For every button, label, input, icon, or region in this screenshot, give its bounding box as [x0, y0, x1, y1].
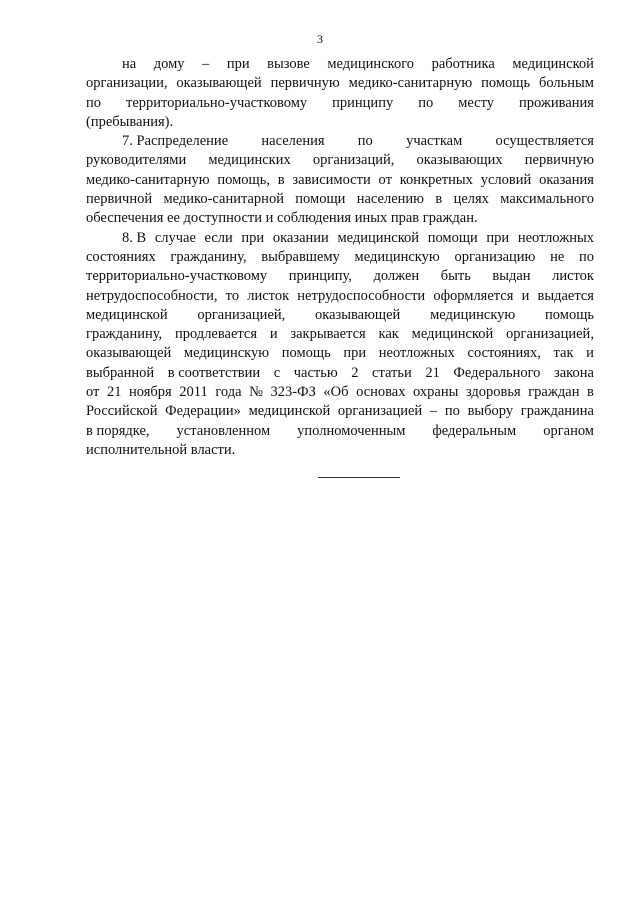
- word: 2: [351, 364, 359, 381]
- word: частью: [293, 364, 338, 381]
- word: медицинской: [337, 229, 420, 246]
- word: закона: [554, 364, 594, 381]
- word: продлевается: [174, 326, 258, 343]
- word: гражданину,: [170, 248, 247, 265]
- text-line: [86, 94, 594, 113]
- word: –: [202, 56, 210, 72]
- word: по: [578, 248, 594, 265]
- word: оказывающей: [176, 75, 262, 92]
- word: 2011: [179, 384, 208, 401]
- word: помощь: [481, 75, 531, 92]
- word: статьи: [372, 364, 412, 381]
- word: оказывающих: [416, 152, 503, 169]
- word: в: [277, 171, 285, 188]
- word: листок: [552, 268, 594, 285]
- word: по: [444, 403, 460, 420]
- word: в соответствии: [167, 364, 261, 381]
- word: медицинскую: [183, 345, 270, 362]
- word: и: [269, 326, 278, 343]
- word: при: [486, 229, 510, 246]
- text-line: [86, 171, 594, 190]
- word: так: [553, 345, 574, 362]
- text-line: [86, 55, 594, 74]
- word: если: [204, 229, 233, 246]
- word: медико-санитарную: [348, 75, 473, 92]
- word: уполномоченным: [297, 422, 406, 439]
- word: здоровья: [465, 384, 521, 401]
- word: (пребывания).: [86, 113, 174, 130]
- word: по: [86, 94, 102, 111]
- word: оказании: [272, 229, 329, 246]
- word: помощи: [295, 191, 346, 208]
- text-line: [86, 248, 594, 267]
- text-line: [86, 209, 594, 228]
- word: на: [122, 56, 137, 72]
- word: медицинской: [512, 56, 594, 72]
- word: населения: [261, 133, 325, 150]
- word: охраны: [413, 384, 459, 401]
- word: ноября: [129, 384, 172, 401]
- word: и: [521, 287, 530, 304]
- word: медицинскую: [430, 306, 516, 323]
- word: руководителями: [86, 152, 187, 169]
- word: гражданина: [520, 403, 594, 420]
- text-line: [86, 306, 594, 325]
- word: 8. В: [122, 229, 147, 246]
- word: листок: [247, 287, 290, 304]
- word: граждан: [528, 384, 580, 401]
- word: и: [586, 345, 594, 362]
- word: выбранной: [86, 364, 155, 381]
- word: в: [587, 384, 594, 401]
- page-number: 3: [317, 32, 323, 46]
- word: Федерального: [453, 364, 541, 381]
- word: населению: [356, 191, 425, 208]
- word: дому: [153, 56, 185, 72]
- text-line: [86, 383, 594, 402]
- word: выдается: [537, 287, 594, 304]
- word: быть: [440, 268, 471, 285]
- text-line: [86, 74, 594, 93]
- text-line: [86, 287, 594, 306]
- word: 21: [425, 364, 440, 381]
- word: в порядке,: [86, 422, 150, 439]
- word: вызове: [267, 56, 310, 72]
- word: от: [86, 384, 100, 401]
- text-line: [86, 229, 594, 248]
- text-line: [86, 441, 594, 460]
- word: конкретных: [399, 171, 473, 188]
- end-separator-line: [318, 477, 400, 478]
- word: принципу,: [288, 268, 352, 285]
- word: нетрудоспособности: [297, 287, 426, 304]
- word: то: [225, 287, 240, 304]
- word: медико-санитарной: [163, 191, 284, 208]
- word: «Об: [323, 384, 349, 401]
- word: медицинской: [248, 403, 331, 420]
- word: первичную: [524, 152, 594, 169]
- word: установленном: [176, 422, 271, 439]
- word: организацией: [337, 403, 423, 420]
- word: при: [343, 345, 367, 362]
- word: закрывается: [290, 326, 366, 343]
- word: 323-ФЗ: [270, 384, 316, 401]
- word: –: [429, 403, 438, 420]
- word: медицинскую: [354, 248, 440, 265]
- word: работника: [431, 56, 495, 72]
- word: при: [226, 56, 250, 72]
- text-line: [86, 325, 594, 344]
- paragraph: [86, 132, 594, 228]
- word: осуществляется: [495, 133, 594, 150]
- word: медицинской: [411, 326, 494, 343]
- text-line: [86, 113, 594, 132]
- word: организацию: [454, 248, 536, 265]
- word: как: [378, 326, 399, 343]
- word: участкам: [406, 133, 463, 150]
- text-line: [86, 402, 594, 421]
- paragraph: [86, 229, 594, 461]
- word: года: [215, 384, 242, 401]
- word: целях: [453, 191, 489, 208]
- word: случае: [154, 229, 196, 246]
- word: обеспечения ее доступности и соблюдения иных прав граждан.: [86, 210, 478, 227]
- word: помощи: [427, 229, 478, 246]
- text-line: [86, 344, 594, 363]
- word: выдан: [492, 268, 531, 285]
- word: 7. Распределение: [122, 133, 229, 150]
- text-line: [86, 190, 594, 209]
- word: Федерации»: [165, 403, 241, 420]
- document-body: [86, 55, 594, 460]
- word: медицинского: [327, 56, 415, 72]
- word: исполнительной власти.: [86, 441, 236, 458]
- word: территориально-участковому: [86, 268, 268, 285]
- word: по: [418, 94, 434, 111]
- word: 21: [106, 384, 122, 401]
- word: организацией,: [197, 306, 286, 323]
- word: помощь,: [217, 171, 270, 188]
- word: нетрудоспособности,: [86, 287, 218, 304]
- word: неотложных: [517, 229, 594, 246]
- text-line: [86, 364, 594, 383]
- word: зависимости: [292, 171, 371, 188]
- word: первичную: [270, 75, 340, 92]
- paragraph: [86, 55, 594, 132]
- word: оказывающей: [315, 306, 401, 323]
- word: от: [378, 171, 392, 188]
- word: помощь: [281, 345, 331, 362]
- word: территориально-участковому: [126, 94, 308, 111]
- word: №: [249, 384, 263, 401]
- word: организаций,: [312, 152, 395, 169]
- word: оказания: [539, 171, 594, 188]
- word: оформляется: [433, 287, 514, 304]
- word: состояниях: [86, 248, 156, 265]
- word: организацией,: [506, 326, 594, 343]
- word: органом: [543, 422, 594, 439]
- word: помощь: [545, 306, 594, 323]
- word: медицинской: [86, 306, 168, 323]
- word: неотложных: [378, 345, 455, 362]
- word: состояниях,: [467, 345, 541, 362]
- word: месту: [458, 94, 494, 111]
- word: условий: [480, 171, 532, 188]
- word: больным: [538, 75, 594, 92]
- word: максимального: [500, 191, 594, 208]
- word: оказывающей: [86, 345, 172, 362]
- word: организации,: [86, 75, 168, 92]
- word: выбору: [467, 403, 514, 420]
- word: Российской: [86, 403, 158, 420]
- text-line: [86, 422, 594, 441]
- word: должен: [373, 268, 420, 285]
- text-line: [86, 267, 594, 286]
- word: по: [357, 133, 373, 150]
- word: федеральным: [432, 422, 517, 439]
- word: медико-санитарную: [86, 171, 210, 188]
- word: не: [550, 248, 565, 265]
- word: при: [241, 229, 265, 246]
- word: проживания: [518, 94, 594, 111]
- word: с: [273, 364, 281, 381]
- text-line: [86, 151, 594, 170]
- word: выбравшему: [261, 248, 340, 265]
- word: основах: [356, 384, 406, 401]
- word: принципу: [332, 94, 394, 111]
- word: гражданину,: [86, 326, 163, 343]
- word: в: [435, 191, 443, 208]
- word: первичной: [86, 191, 153, 208]
- word: медицинских: [208, 152, 291, 169]
- text-line: [86, 132, 594, 151]
